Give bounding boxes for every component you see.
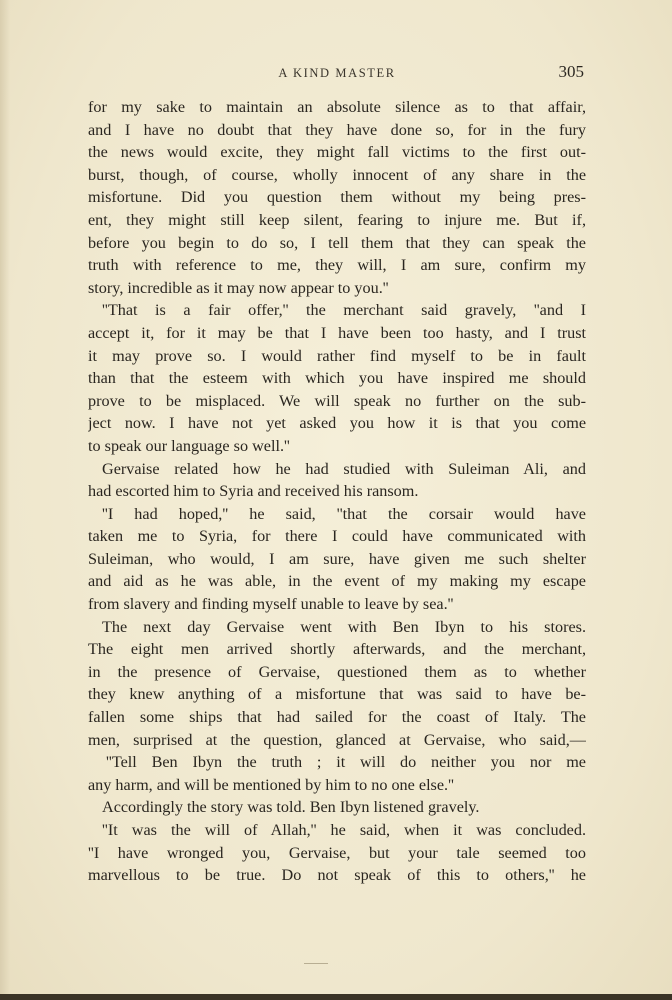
text-line: The eight men arrived shortly afterwards, and the merchant,	[88, 640, 586, 659]
text-line: ''That is a fair offer,'' the merchant said gravely, ''and I	[102, 301, 586, 320]
body-text	[88, 96, 586, 887]
text-line: and I have no doubt that they have done so, for in the fury	[88, 120, 586, 139]
text-line: had escorted him to Syria and received his ransom.	[88, 482, 419, 501]
text-line: for my sake to maintain an absolute silence as to that affair,	[88, 98, 586, 116]
text-line: prove to be misplaced. We will speak no further on the sub-	[88, 391, 586, 410]
text-line: in the presence of Gervaise, questioned them as to whether	[88, 662, 586, 681]
text-line: to speak our language so well.''	[88, 436, 290, 455]
text-line: marvellous to be true. Do not speak of this to others,'' he	[88, 866, 586, 885]
text-line: fallen some ships that had sailed for the coast of Italy. The	[88, 708, 586, 727]
page-header	[88, 62, 586, 86]
text-line: than that the esteem with which you have inspired me should	[88, 369, 586, 388]
text-line: it may prove so. I would rather find myself to be in fault	[88, 346, 586, 365]
text-line: ject now. I have not yet asked you how it is that you come	[88, 414, 586, 433]
text-line: they knew anything of a misfortune that was said to have be-	[88, 685, 586, 704]
text-line: The next day Gervaise went with Ben Ibyn to his stores.	[102, 617, 586, 636]
text-line: from slavery and finding myself unable to leave by sea.''	[88, 595, 454, 614]
running-head: A KIND MASTER	[278, 66, 396, 80]
page-number: 305	[558, 62, 584, 81]
text-line: ''I have wronged you, Gervaise, but your tale seemed too	[88, 843, 586, 862]
text-line: ''Tell Ben Ibyn the truth ; it will do neither you nor me	[106, 753, 586, 772]
text-line: before you begin to do so, I tell them that they can speak the	[88, 233, 586, 252]
spine-shadow	[0, 0, 10, 1000]
text-line: any harm, and will be mentioned by him to no one else.''	[88, 775, 454, 794]
text-line: men, surprised at the question, glanced at Gervaise, who said,—	[88, 730, 586, 749]
text-line: Accordingly the story was told. Ben Ibyn listened gravely.	[102, 798, 480, 817]
text-line: truth with reference to me, they will, I am sure, confirm my	[88, 256, 586, 275]
text-line: Suleiman, who would, I am sure, have given me such shelter	[88, 549, 586, 568]
text-line: and aid as he was able, in the event of my making my escape	[88, 572, 586, 591]
page-bottom-edge	[0, 994, 672, 1000]
text-line: misfortune. Did you question them without my being pres-	[88, 188, 586, 207]
text-line: story, incredible as it may now appear to you.''	[88, 278, 389, 297]
text-line: taken me to Syria, for there I could have communicated with	[88, 527, 586, 546]
text-line: ''It was the will of Allah,'' he said, when it was concluded.	[102, 821, 586, 839]
text-line: ''I had hoped,'' he said, ''that the corsair would have	[102, 504, 586, 523]
text-line: burst, though, of course, wholly innocent of any share in the	[88, 165, 586, 184]
text-line: the news would excite, they might fall victims to the first out-	[88, 143, 586, 162]
footer-rule	[304, 963, 328, 964]
text-line: Gervaise related how he had studied with Suleiman Ali, and	[102, 459, 586, 478]
text-line: accept it, for it may be that I have been too hasty, and I trust	[88, 323, 586, 342]
text-line: ent, they might still keep silent, fearing to injure me. But if,	[88, 210, 586, 229]
